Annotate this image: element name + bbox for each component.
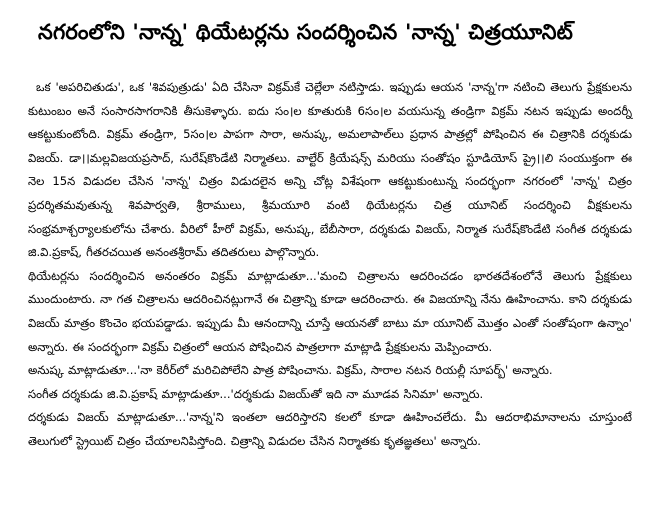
paragraph-intro: ఒక 'అపరిచితుడు', ఒక 'శివపుత్రుడు' ఏది చేసినా విక్రమ్‌కే చెల్లేలా నటిస్తాడు. ఇప్పుడు ఆయన 'నాన్న'గా నటించి తెలుగు ప్రేక్షకులను కుటుంబం అనే సంసారసాగరానికి తీసుకెళ్ళారు. ఐదు సం।ల కూతురుకి 6సం।ల వయసున్న తండ్రిగా విక్రమ్ నటన ఇప్పుడు అందర్నీ ఆకట్టుకుంటోంది. విక్రమ్ తండ్రిగా, 5సం।ల పాపగా సారా, అనుష్క, అమలాపాల్‌లు ప్రధాన పాత్రల్లో పోషించిన ఈ చిత్రానికి దర్శకుడు విజయ్. డా।।మల్లవిజయప్రసాద్, సురేష్‌కొండేటి నిర్మాతలు. వాల్టేర్ క్రియేషన్స్ మరియు సంతోషం స్టూడియోస్ ప్రై।।లి సంయుక్తంగా ఈ నెల 15న విడుదల చేసిన 'నాన్న' చిత్రం విడుదలైన అన్ని చోట్ల విశేషంగా ఆకట్టుకుంటున్న సందర్భంగా నగరంలో 'నాన్న' చిత్రం ప్రదర్శితమవుతున్న శివపార్వతి, శ్రీరాములు, శ్రీమయూరి వంటి థియేటర్లను చిత్ర యూనిట్ సందర్శించి వీక్షకులను సంభ్రమాశ్చర్యాలకులోను చేశారు. వీరిలో హీరో విక్రమ్, అనుష్క, బేబీసారా, దర్శకుడు విజయ్, నిర్మాత సురేష్‌కొండేటి సంగీత దర్శకుడు జి.వి.ప్రకాష్, గీతరచయిత అనంతశ్రీరామ్ తదితరులు పాల్గొన్నారు. bbox=[28, 80, 632, 260]
article-body bbox=[28, 76, 632, 454]
paragraph-vikram-quote: థియేటర్లను సందర్శించిన అనంతరం విక్రమ్ మాట్లాడుతూ...'మంచి చిత్రాలను ఆదరించడం భారతదేశంలోనే తెలుగు ప్రేక్షకులు ముందుంటారు. నా గత చిత్రాలను ఆదరించినట్లుగానే ఈ చిత్రాన్ని కూడా ఆదరించారు. ఈ విజయాన్ని నేను ఊహించాను. కాని దర్శకుడు విజయ్ మాత్రం కొంచెం భయపడ్డాడు. ఇప్పుడు మీ ఆనందాన్ని చూస్తే ఆయనతో బాటు మా యూనిట్ మొత్తం ఎంతో సంతోషంగా ఉన్నాం' అన్నారు. ఈ సందర్భంగా విక్రమ్ చిత్రంలో ఆయన పోషించిన పాత్రలాగా మాట్లాడి ప్రేక్షకులను మెప్పించారు. bbox=[28, 268, 632, 354]
paragraph-gv-prakash-quote: సంగీత దర్శకుడు జి.వి.ప్రకాష్ మాట్లాడుతూ...'దర్శకుడు విజయ్‌తో ఇది నా మూడవ సినిమా' అన్నారు. bbox=[28, 386, 484, 401]
paragraph-anushka-quote: అనుష్క మాట్లాడుతూ...'నా కెరీర్‌లో మరిచిపోలేని పాత్ర పోషించాను. విక్రమ్, సారాల నటన రియల్లీ సూపర్బ్' అన్నారు. bbox=[28, 363, 553, 378]
article-headline: నగరంలోని 'నాన్న' థియేటర్లను సందర్శించిన 'నాన్న' చిత్రయూనిట్ bbox=[38, 20, 574, 44]
paragraph-director-quote: దర్శకుడు విజయ్ మాట్లాడుతూ...'నాన్న'ని ఇంతలా ఆదరిస్తారని కలలో కూడా ఊహించలేదు. మీ ఆదరాభిమానాలను చూస్తుంటే తెలుగులో స్ట్రెయిట్ చిత్రం చేయాలనిపిస్తోంది. చిత్రాన్ని విడుదల చేసిన నిర్మాతకు కృతజ్ఞతలు' అన్నారు. bbox=[28, 410, 632, 448]
